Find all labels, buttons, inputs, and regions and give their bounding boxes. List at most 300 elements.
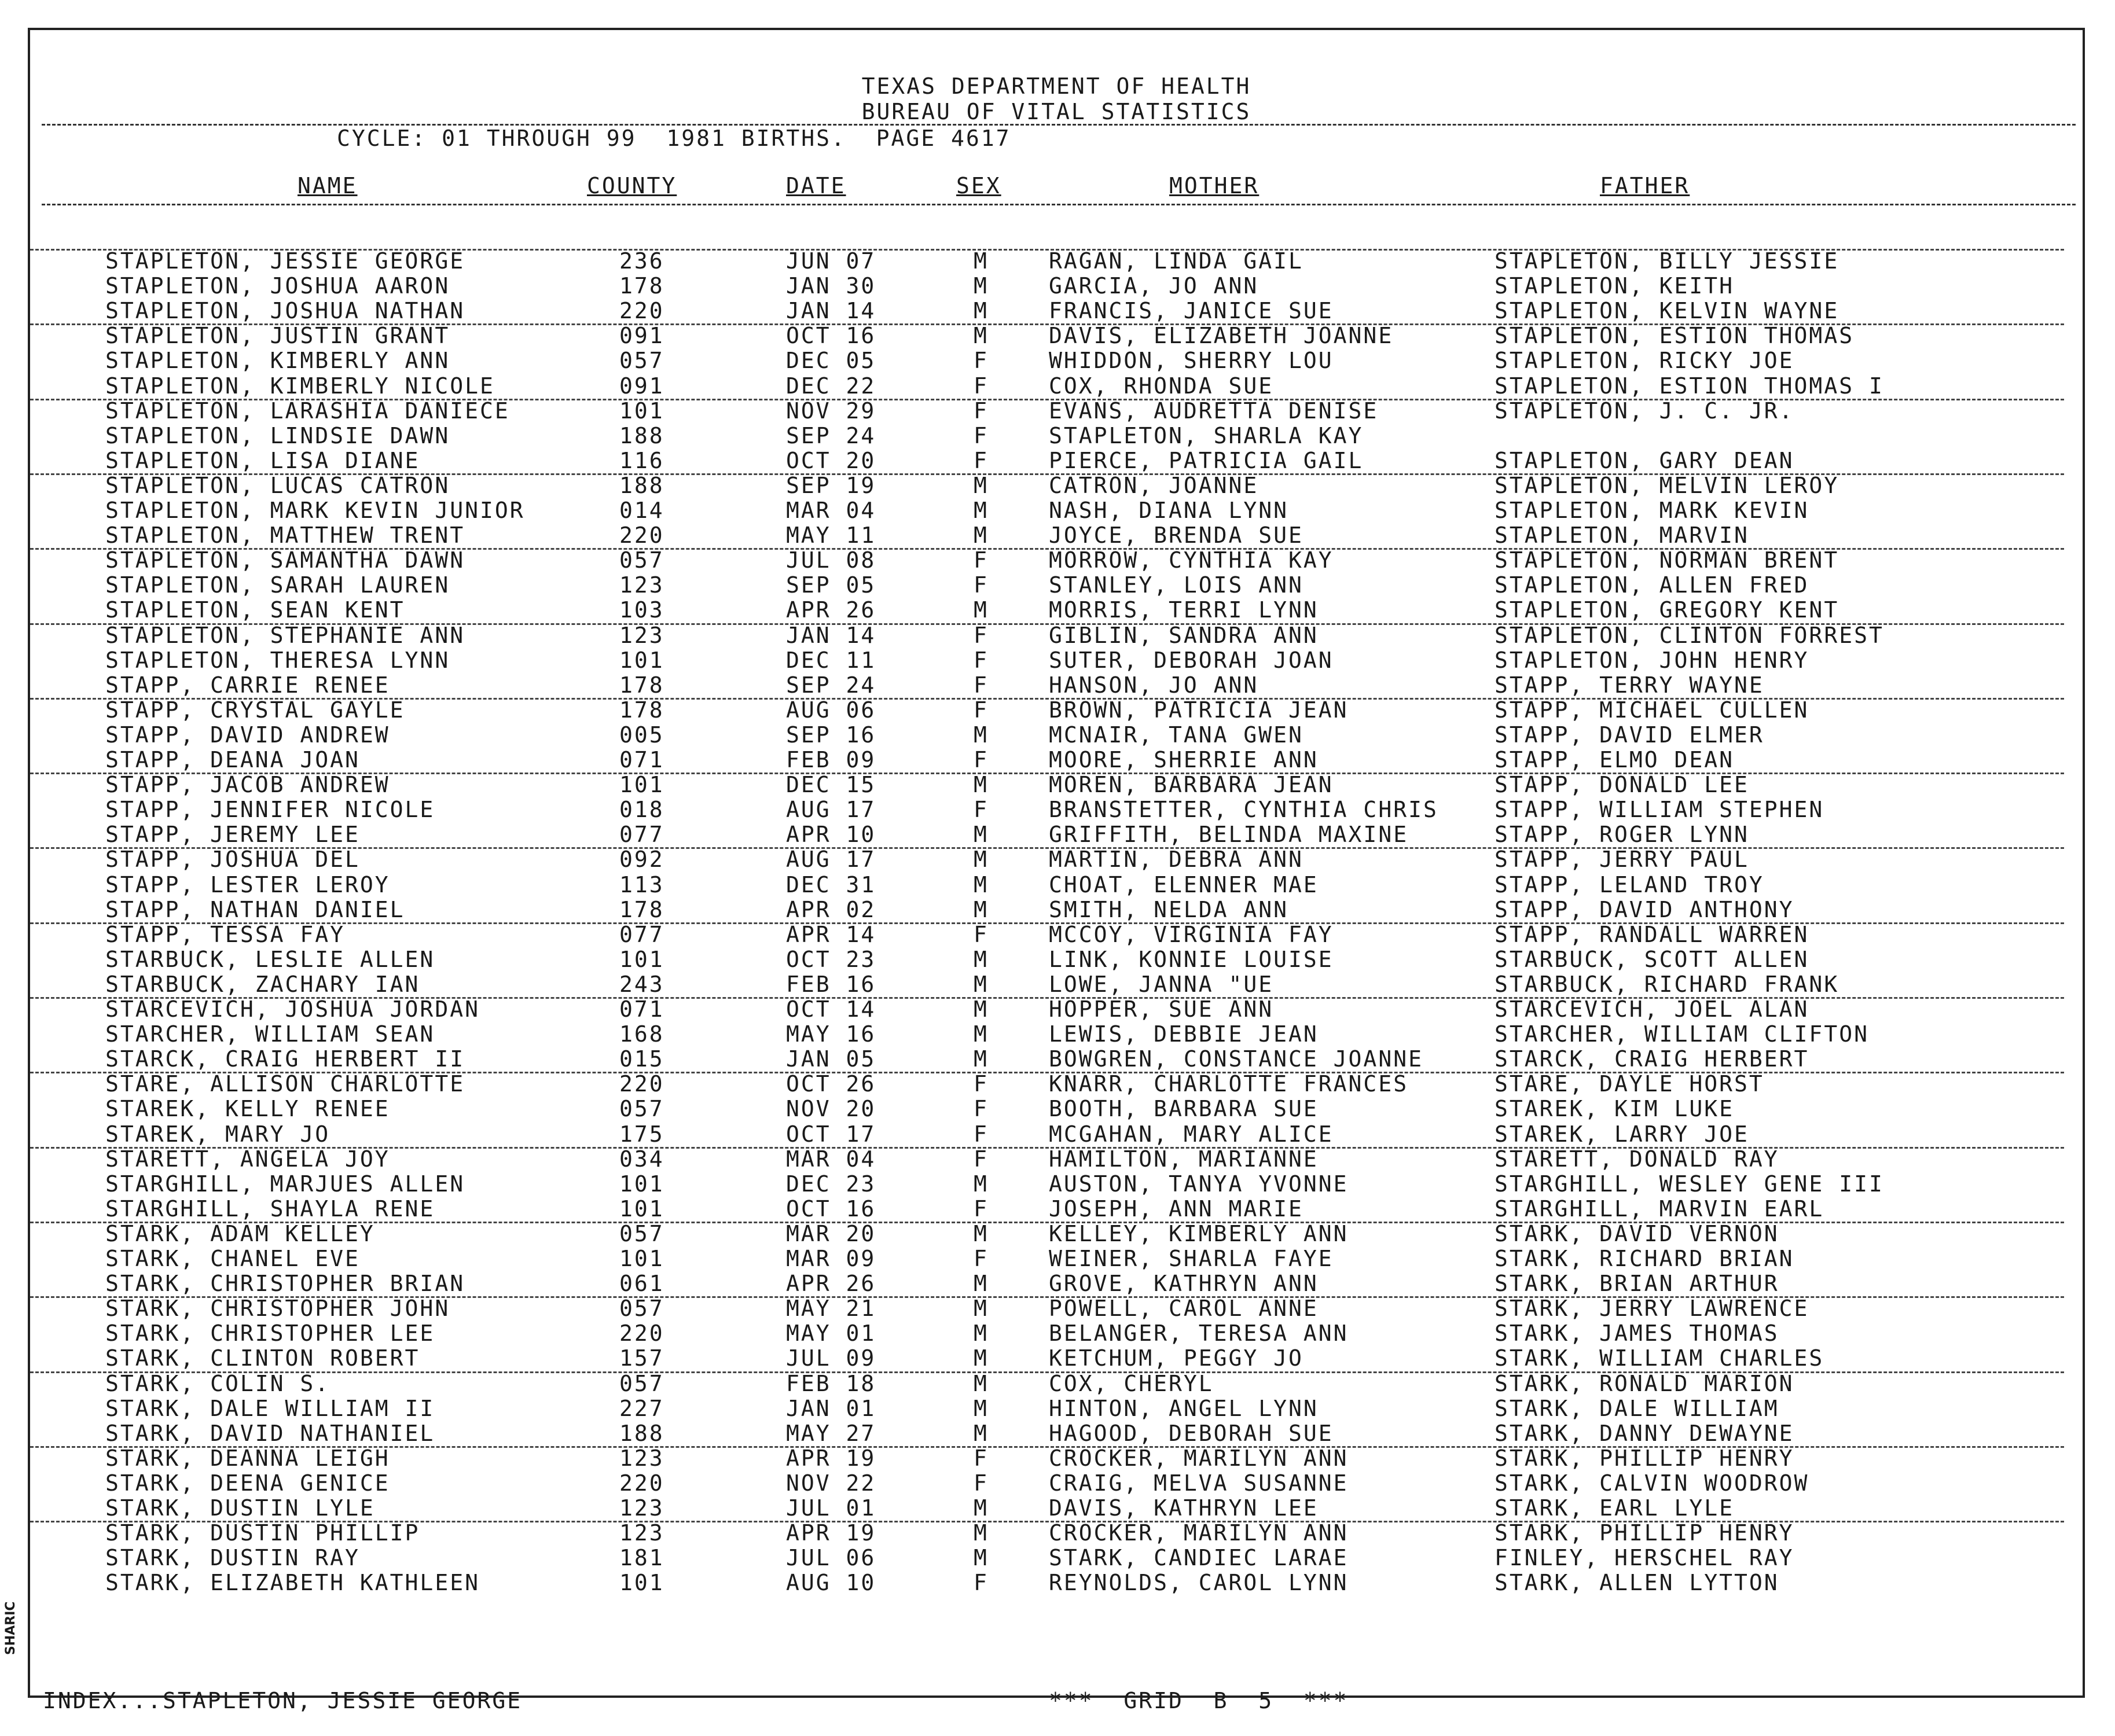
cell-father: STARK, EARL LYLE [1495, 1495, 1735, 1521]
cell-name: STARBUCK, ZACHARY IAN [105, 971, 420, 997]
cell-sex: F [974, 647, 989, 673]
cell-sex: M [974, 1271, 989, 1297]
cell-mother: MORRIS, TERRI LYNN [1049, 597, 1319, 623]
cell-mother: MCNAIR, TANA GWEN [1049, 722, 1303, 748]
cell-father: STAREK, LARRY JOE [1495, 1121, 1749, 1147]
table-row [30, 947, 2083, 972]
cell-sex: M [974, 1321, 989, 1347]
cell-name: STARK, DUSTIN RAY [105, 1545, 360, 1571]
table-row [30, 1296, 2083, 1321]
cell-father: STARBUCK, SCOTT ALLEN [1495, 946, 1809, 972]
cell-father: STAPLETON, JOHN HENRY [1495, 647, 1809, 673]
cell-father: STAPP, JERRY PAUL [1495, 847, 1749, 873]
cell-name: STAPLETON, SAMANTHA DAWN [105, 547, 465, 573]
cell-sex: F [974, 1071, 989, 1097]
cell-sex: F [974, 1570, 989, 1596]
cell-county: 123 [619, 1445, 664, 1471]
table-row [30, 1371, 2083, 1396]
cell-county: 220 [619, 298, 664, 324]
cell-sex: F [974, 1470, 989, 1496]
cell-name: STARK, ELIZABETH KATHLEEN [105, 1570, 480, 1596]
cell-county: 101 [619, 1570, 664, 1596]
cell-father: STARK, CALVIN WOODROW [1495, 1470, 1809, 1496]
side-tag: SHARIC [3, 1601, 18, 1655]
cell-sex: M [974, 1220, 989, 1246]
cell-date: NOV 22 [786, 1470, 876, 1496]
cell-father: STAPP, DAVID ANTHONY [1495, 896, 1794, 922]
table-row [30, 523, 2083, 548]
table-row [30, 847, 2083, 872]
cell-name: STAPLETON, JUSTIN GRANT [105, 323, 450, 349]
cell-sex: M [974, 298, 989, 324]
cell-name: STAPP, DEANA JOAN [105, 747, 360, 773]
cell-county: 034 [619, 1146, 664, 1172]
cell-mother: MOORE, SHERRIE ANN [1049, 747, 1319, 773]
table-row [30, 922, 2083, 947]
cell-county: 243 [619, 971, 664, 997]
cell-name: STAPP, DAVID ANDREW [105, 722, 390, 748]
col-father-header: FATHER [1600, 173, 1690, 198]
table-row [30, 1496, 2083, 1521]
cell-father: STAPP, WILLIAM STEPHEN [1495, 797, 1824, 823]
cell-sex: M [974, 498, 989, 523]
cell-mother: STANLEY, LOIS ANN [1049, 572, 1303, 598]
cell-name: STAPLETON, SEAN KENT [105, 597, 405, 623]
cell-name: STARK, DEANNA LEIGH [105, 1445, 390, 1471]
cell-sex: M [974, 772, 989, 798]
table-row [30, 873, 2083, 898]
table-row [30, 249, 2083, 274]
cell-county: 057 [619, 348, 664, 374]
cell-county: 220 [619, 1071, 664, 1097]
cell-county: 175 [619, 1121, 664, 1147]
cell-mother: HAMILTON, MARIANNE [1049, 1146, 1319, 1172]
cycle-line: CYCLE: 01 THROUGH 99 1981 BIRTHS. PAGE 4617 [337, 126, 1011, 151]
cell-name: STAPP, JOSHUA DEL [105, 847, 360, 873]
table-row [30, 299, 2083, 323]
cell-date: FEB 09 [786, 747, 876, 773]
cell-mother: BELANGER, TERESA ANN [1049, 1321, 1349, 1347]
cell-name: STAPP, JACOB ANDREW [105, 772, 390, 798]
cell-county: 071 [619, 996, 664, 1022]
cell-father: STARK, ALLEN LYTTON [1495, 1570, 1779, 1596]
cell-father: STARK, WILLIAM CHARLES [1495, 1345, 1824, 1371]
cell-sex: F [974, 797, 989, 823]
cell-date: APR 10 [786, 822, 876, 848]
cell-date: DEC 31 [786, 871, 876, 898]
cell-father: STAPLETON, GARY DEAN [1495, 447, 1794, 473]
cell-mother: STAPLETON, SHARLA KAY [1049, 422, 1364, 448]
cell-date: APR 26 [786, 1271, 876, 1297]
cell-mother: HAGOOD, DEBORAH SUE [1049, 1420, 1334, 1446]
cell-name: STARK, DEENA GENICE [105, 1470, 390, 1496]
cell-date: MAY 16 [786, 1021, 876, 1047]
cell-father: STAPLETON, MELVIN LEROY [1495, 472, 1839, 498]
cell-sex: F [974, 1246, 989, 1271]
cell-name: STARGHILL, MARJUES ALLEN [105, 1171, 465, 1197]
cell-sex: M [974, 273, 989, 299]
cell-name: STAPLETON, JESSIE GEORGE [105, 248, 465, 274]
cell-county: 005 [619, 722, 664, 748]
cell-county: 101 [619, 398, 664, 424]
cell-date: JUL 09 [786, 1345, 876, 1371]
cell-sex: M [974, 523, 989, 549]
cell-sex: M [974, 996, 989, 1022]
table-row [30, 1421, 2083, 1446]
table-row [30, 1047, 2083, 1072]
cell-name: STARE, ALLISON CHARLOTTE [105, 1071, 465, 1097]
cell-father: STARGHILL, WESLEY GENE III [1495, 1171, 1884, 1197]
cell-date: JUL 06 [786, 1545, 876, 1571]
cell-mother: MOREN, BARBARA JEAN [1049, 772, 1334, 798]
table-row [30, 1471, 2083, 1496]
table-row [30, 748, 2083, 773]
cell-sex: M [974, 1171, 989, 1197]
cell-father: STARCK, CRAIG HERBERT [1495, 1046, 1809, 1072]
cell-sex: F [974, 373, 989, 399]
table-row [30, 1122, 2083, 1147]
table-row [30, 1546, 2083, 1571]
cell-father: STAPP, TERRY WAYNE [1495, 672, 1764, 698]
cell-sex: M [974, 1520, 989, 1546]
cell-name: STARCHER, WILLIAM SEAN [105, 1021, 435, 1047]
cell-name: STARK, COLIN S. [105, 1370, 331, 1396]
cell-father: STAPP, DONALD LEE [1495, 772, 1749, 798]
cell-father: STARK, RICHARD BRIAN [1495, 1246, 1794, 1271]
cell-date: OCT 26 [786, 1071, 876, 1097]
table-row [30, 598, 2083, 623]
col-name-header: NAME [298, 173, 358, 198]
cell-sex: F [974, 1121, 989, 1147]
col-sex-header: SEX [956, 173, 1001, 198]
table-row [30, 323, 2083, 348]
cell-sex: M [974, 871, 989, 898]
table-row [30, 424, 2083, 448]
cell-date: SEP 16 [786, 722, 876, 748]
cell-sex: F [974, 622, 989, 648]
cell-name: STARK, CHRISTOPHER JOHN [105, 1296, 450, 1322]
table-row [30, 997, 2083, 1022]
table-row [30, 623, 2083, 648]
cell-mother: CHOAT, ELENNER MAE [1049, 871, 1319, 898]
cell-date: MAY 27 [786, 1420, 876, 1446]
cell-father: STAREK, KIM LUKE [1495, 1096, 1735, 1122]
cell-name: STARGHILL, SHAYLA RENE [105, 1196, 435, 1222]
cell-father: STAPLETON, CLINTON FORREST [1495, 622, 1884, 648]
cell-sex: F [974, 348, 989, 374]
cell-date: MAY 11 [786, 523, 876, 549]
cell-mother: WHIDDON, SHERRY LOU [1049, 348, 1334, 374]
table-row [30, 498, 2083, 523]
cell-county: 077 [619, 822, 664, 848]
cell-mother: CROCKER, MARILYN ANN [1049, 1445, 1349, 1471]
cell-sex: F [974, 1146, 989, 1172]
cell-county: 101 [619, 772, 664, 798]
cell-county: 116 [619, 447, 664, 473]
cell-mother: DAVIS, KATHRYN LEE [1049, 1495, 1319, 1521]
cell-date: DEC 23 [786, 1171, 876, 1197]
cell-date: OCT 16 [786, 1196, 876, 1222]
cell-date: OCT 17 [786, 1121, 876, 1147]
cell-county: 227 [619, 1395, 664, 1421]
cell-mother: SUTER, DEBORAH JOAN [1049, 647, 1334, 673]
cell-name: STAPP, CARRIE RENEE [105, 672, 390, 698]
col-date-header: DATE [786, 173, 846, 198]
footer-index: INDEX...STAPLETON, JESSIE GEORGE [43, 1688, 523, 1713]
cell-date: DEC 05 [786, 348, 876, 374]
cell-mother: CATRON, JOANNE [1049, 472, 1259, 498]
cell-father: STAPP, ROGER LYNN [1495, 822, 1749, 848]
cell-sex: M [974, 946, 989, 972]
cell-father: STARK, JAMES THOMAS [1495, 1321, 1779, 1347]
cell-sex: F [974, 1196, 989, 1222]
cell-mother: KETCHUM, PEGGY JO [1049, 1345, 1303, 1371]
cell-date: MAR 04 [786, 498, 876, 523]
header-bureau: BUREAU OF VITAL STATISTICS [861, 99, 1251, 124]
cell-name: STAPLETON, JOSHUA NATHAN [105, 298, 465, 324]
cell-sex: F [974, 697, 989, 723]
cell-mother: CRAIG, MELVA SUSANNE [1049, 1470, 1349, 1496]
cell-father: STARK, DAVID VERNON [1495, 1220, 1779, 1246]
cell-sex: M [974, 1495, 989, 1521]
cell-name: STAPLETON, KIMBERLY NICOLE [105, 373, 495, 399]
cell-county: 092 [619, 847, 664, 873]
cell-father: STARK, JERRY LAWRENCE [1495, 1296, 1809, 1322]
cell-date: APR 14 [786, 921, 876, 947]
cell-sex: M [974, 722, 989, 748]
cell-name: STARK, DUSTIN PHILLIP [105, 1520, 420, 1546]
cell-county: 181 [619, 1545, 664, 1571]
cell-date: JAN 14 [786, 622, 876, 648]
cell-mother: JOSEPH, ANN MARIE [1049, 1196, 1303, 1222]
cell-mother: GIBLIN, SANDRA ANN [1049, 622, 1319, 648]
table-row [30, 1321, 2083, 1346]
cell-name: STAPP, LESTER LEROY [105, 871, 390, 898]
cell-county: 015 [619, 1046, 664, 1072]
cell-sex: M [974, 1395, 989, 1421]
cell-county: 061 [619, 1271, 664, 1297]
cell-father: STAPLETON, KEITH [1495, 273, 1735, 299]
cell-date: DEC 11 [786, 647, 876, 673]
cell-county: 220 [619, 523, 664, 549]
cell-mother: HOPPER, SUE ANN [1049, 996, 1274, 1022]
cell-mother: WEINER, SHARLA FAYE [1049, 1246, 1334, 1271]
cell-father: FINLEY, HERSCHEL RAY [1495, 1545, 1794, 1571]
cell-father: STARGHILL, MARVIN EARL [1495, 1196, 1824, 1222]
cell-sex: F [974, 398, 989, 424]
cell-date: JAN 05 [786, 1046, 876, 1072]
cell-date: FEB 16 [786, 971, 876, 997]
cell-name: STARETT, ANGELA JOY [105, 1146, 390, 1172]
cell-father: STAPLETON, RICKY JOE [1495, 348, 1794, 374]
cell-mother: KNARR, CHARLOTTE FRANCES [1049, 1071, 1409, 1097]
columns-rule [42, 204, 2076, 205]
cell-county: 057 [619, 1370, 664, 1396]
cell-name: STAPLETON, LUCAS CATRON [105, 472, 450, 498]
cell-mother: HINTON, ANGEL LYNN [1049, 1395, 1319, 1421]
cell-name: STAPLETON, LINDSIE DAWN [105, 422, 450, 448]
cell-mother: KELLEY, KIMBERLY ANN [1049, 1220, 1349, 1246]
cell-date: JAN 30 [786, 273, 876, 299]
cell-county: 103 [619, 597, 664, 623]
header-department: TEXAS DEPARTMENT OF HEALTH [861, 73, 1251, 99]
cell-sex: F [974, 447, 989, 473]
table-row [30, 448, 2083, 473]
cell-date: APR 19 [786, 1520, 876, 1546]
cell-county: 057 [619, 547, 664, 573]
cell-name: STARCEVICH, JOSHUA JORDAN [105, 996, 480, 1022]
cell-date: OCT 14 [786, 996, 876, 1022]
cell-date: JUN 07 [786, 248, 876, 274]
cell-name: STAPP, JEREMY LEE [105, 822, 360, 848]
cell-county: 123 [619, 1495, 664, 1521]
cell-father: STAPP, ELMO DEAN [1495, 747, 1735, 773]
cell-name: STAPP, NATHAN DANIEL [105, 896, 405, 922]
cell-name: STAPP, JENNIFER NICOLE [105, 797, 435, 823]
cell-mother: BRANSTETTER, CYNTHIA CHRIS [1049, 797, 1438, 823]
cell-father: STARK, BRIAN ARTHUR [1495, 1271, 1779, 1297]
table-row [30, 673, 2083, 698]
cell-mother: COX, CHERYL [1049, 1370, 1214, 1396]
cell-date: MAR 20 [786, 1220, 876, 1246]
table-row [30, 1222, 2083, 1246]
cell-mother: CROCKER, MARILYN ANN [1049, 1520, 1349, 1546]
cell-county: 123 [619, 1520, 664, 1546]
cell-father: STAPP, RANDALL WARREN [1495, 921, 1809, 947]
table-row [30, 723, 2083, 748]
cell-date: OCT 20 [786, 447, 876, 473]
cell-sex: M [974, 248, 989, 274]
cell-date: APR 02 [786, 896, 876, 922]
cell-name: STARBUCK, LESLIE ALLEN [105, 946, 435, 972]
cell-name: STAPLETON, STEPHANIE ANN [105, 622, 465, 648]
cell-date: NOV 20 [786, 1096, 876, 1122]
cell-county: 091 [619, 323, 664, 349]
cell-name: STAPLETON, JOSHUA AARON [105, 273, 450, 299]
cell-name: STAPP, CRYSTAL GAYLE [105, 697, 405, 723]
table-row [30, 1072, 2083, 1097]
cell-sex: M [974, 1046, 989, 1072]
cell-county: 188 [619, 1420, 664, 1446]
cell-county: 091 [619, 373, 664, 399]
cell-mother: FRANCIS, JANICE SUE [1049, 298, 1334, 324]
cell-father: STARK, PHILLIP HENRY [1495, 1445, 1794, 1471]
cell-father: STARK, DALE WILLIAM [1495, 1395, 1779, 1421]
cell-sex: F [974, 547, 989, 573]
cell-name: STARCK, CRAIG HERBERT II [105, 1046, 465, 1072]
cell-county: 220 [619, 1470, 664, 1496]
cell-father: STAPLETON, ALLEN FRED [1495, 572, 1809, 598]
cell-name: STAPLETON, LISA DIANE [105, 447, 420, 473]
cell-date: JAN 14 [786, 298, 876, 324]
table-row [30, 1571, 2083, 1595]
table-row [30, 1097, 2083, 1121]
cell-county: 071 [619, 747, 664, 773]
table-row [30, 898, 2083, 922]
cell-mother: LINK, KONNIE LOUISE [1049, 946, 1334, 972]
cell-mother: GARCIA, JO ANN [1049, 273, 1259, 299]
cell-mother: DAVIS, ELIZABETH JOANNE [1049, 323, 1394, 349]
cell-date: JUL 08 [786, 547, 876, 573]
cell-mother: LOWE, JANNA "UE [1049, 971, 1274, 997]
table-row [30, 1396, 2083, 1421]
cell-name: STAPLETON, SARAH LAUREN [105, 572, 450, 598]
cell-mother: MORROW, CYNTHIA KAY [1049, 547, 1334, 573]
cell-county: 220 [619, 1321, 664, 1347]
cell-father: STARCHER, WILLIAM CLIFTON [1495, 1021, 1869, 1047]
cell-mother: BOWGREN, CONSTANCE JOANNE [1049, 1046, 1423, 1072]
cell-county: 178 [619, 896, 664, 922]
table-row [30, 1246, 2083, 1271]
cell-county: 123 [619, 572, 664, 598]
table-row [30, 648, 2083, 673]
cell-name: STARK, ADAM KELLEY [105, 1220, 375, 1246]
cell-date: AUG 17 [786, 847, 876, 873]
cell-name: STARK, DALE WILLIAM II [105, 1395, 435, 1421]
cell-sex: F [974, 1445, 989, 1471]
cell-father: STARE, DAYLE HORST [1495, 1071, 1764, 1097]
cell-father: STAPP, LELAND TROY [1495, 871, 1764, 898]
cell-date: FEB 18 [786, 1370, 876, 1396]
cell-date: AUG 17 [786, 797, 876, 823]
cell-name: STAREK, MARY JO [105, 1121, 331, 1147]
footer-grid: *** GRID B 5 *** [1049, 1688, 1349, 1713]
cell-county: 123 [619, 622, 664, 648]
table-row [30, 548, 2083, 573]
cell-date: SEP 05 [786, 572, 876, 598]
cell-date: MAR 09 [786, 1246, 876, 1271]
cell-sex: M [974, 1420, 989, 1446]
cell-date: JUL 01 [786, 1495, 876, 1521]
table-row [30, 822, 2083, 847]
cell-date: OCT 23 [786, 946, 876, 972]
cell-date: MAY 01 [786, 1321, 876, 1347]
table-row [30, 1446, 2083, 1471]
cell-sex: M [974, 896, 989, 922]
cell-father: STARCEVICH, JOEL ALAN [1495, 996, 1809, 1022]
table-row [30, 698, 2083, 723]
cell-date: DEC 22 [786, 373, 876, 399]
cell-mother: GROVE, KATHRYN ANN [1049, 1271, 1319, 1297]
table-row [30, 1022, 2083, 1047]
cell-sex: M [974, 1345, 989, 1371]
table-row [30, 773, 2083, 797]
table-row [30, 1197, 2083, 1222]
cell-sex: F [974, 572, 989, 598]
cell-name: STARK, DUSTIN LYLE [105, 1495, 375, 1521]
cell-father: STAPLETON, GREGORY KENT [1495, 597, 1839, 623]
cell-mother: BOOTH, BARBARA SUE [1049, 1096, 1319, 1122]
cell-county: 178 [619, 697, 664, 723]
cell-mother: MARTIN, DEBRA ANN [1049, 847, 1303, 873]
cell-county: 101 [619, 1171, 664, 1197]
cell-county: 188 [619, 472, 664, 498]
cell-sex: M [974, 323, 989, 349]
cell-name: STARK, CHANEL EVE [105, 1246, 360, 1271]
cell-mother: JOYCE, BRENDA SUE [1049, 523, 1303, 549]
cell-date: SEP 19 [786, 472, 876, 498]
cell-father: STARETT, DONALD RAY [1495, 1146, 1779, 1172]
cell-mother: MCCOY, VIRGINIA FAY [1049, 921, 1334, 947]
cell-name: STAPLETON, THERESA LYNN [105, 647, 450, 673]
cell-date: SEP 24 [786, 672, 876, 698]
cell-date: NOV 29 [786, 398, 876, 424]
cell-father: STARK, DANNY DEWAYNE [1495, 1420, 1794, 1446]
cell-sex: F [974, 422, 989, 448]
cell-county: 178 [619, 273, 664, 299]
cell-name: STAPLETON, LARASHIA DANIECE [105, 398, 510, 424]
cell-county: 113 [619, 871, 664, 898]
